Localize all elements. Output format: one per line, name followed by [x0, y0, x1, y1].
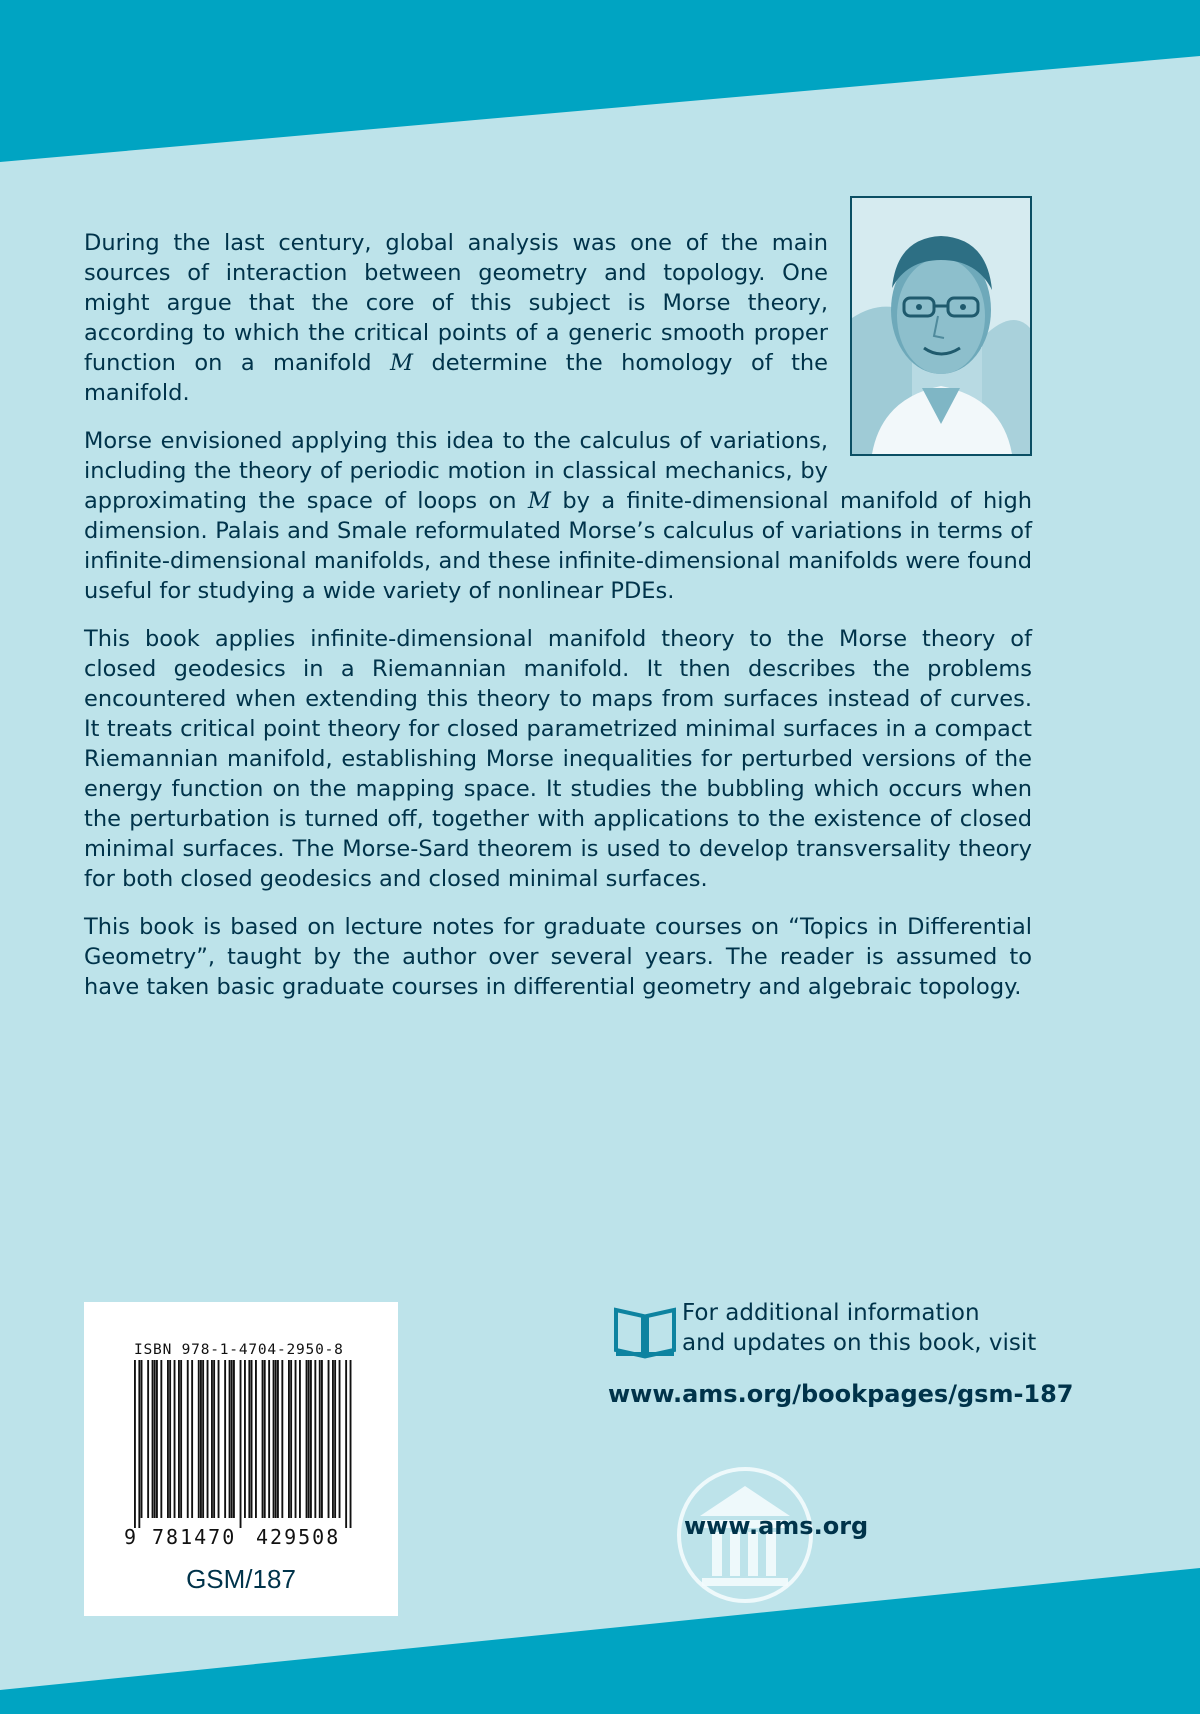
barcode-bar — [224, 1360, 226, 1518]
barcode-bar — [288, 1360, 290, 1518]
barcode-bar — [213, 1360, 215, 1518]
paragraph-4: This book is based on lecture notes for graduate courses on “Topics in Differential Geometry”, taught by the author over several years. The reader is assumed to have taken basic graduate courses in differential geometry and algebraic topology. — [84, 914, 1032, 1000]
math-symbol-m: M — [389, 350, 413, 376]
barcode-digits: 781470 — [152, 1525, 237, 1549]
series-code: GSM/187 — [186, 1564, 296, 1594]
barcode-bar — [332, 1360, 334, 1518]
barcode-bar — [134, 1360, 136, 1528]
barcode-bar — [273, 1360, 275, 1518]
barcode-bar — [233, 1360, 235, 1518]
barcode-bar — [290, 1360, 292, 1518]
publisher-url[interactable]: www.ams.org — [684, 1512, 869, 1540]
barcode-bar — [178, 1360, 180, 1518]
info-line-2: and updates on this book, visit — [682, 1330, 1037, 1356]
barcode-bar — [339, 1360, 341, 1518]
barcode-bar — [310, 1360, 312, 1518]
barcode-bar — [218, 1360, 220, 1518]
barcode-bar — [231, 1360, 233, 1518]
barcode-bar — [180, 1360, 182, 1518]
open-book-icon — [612, 1302, 678, 1362]
isbn-label: ISBN 978-1-4704-2950-8 — [134, 1342, 344, 1358]
math-symbol-m: M — [527, 488, 551, 514]
barcode-digits: 429508 — [256, 1525, 341, 1549]
author-portrait-icon — [852, 198, 1030, 454]
barcode-bar — [191, 1360, 193, 1518]
barcode-bar — [207, 1360, 209, 1518]
paragraph-2: Morse envisioned applying this idea to the calculus of variations, including the theory of periodic motion in classical mechanics, by approximating the space of loops on M by a finite-dimensional manifold of high dimension. Palais and Smale reformulated Morse’s calculus of variations in terms of infinite-dimensional manifolds, and these infinite-dimensional manifolds were found useful for studying a wide variety of nonlinear PDEs. — [84, 428, 1032, 604]
barcode-bar — [255, 1360, 257, 1518]
barcode-bar — [251, 1360, 253, 1518]
barcode-bar — [160, 1360, 162, 1518]
barcode-bar — [319, 1360, 321, 1518]
barcode-bar — [200, 1360, 202, 1518]
barcode-bar — [321, 1360, 323, 1518]
paragraph-1: During the last century, global analysis was one of the main sources of interaction between geometry and topology. One might argue that the core of this subject is Morse theory, according to which the critical points of a generic smooth proper function on a manifold M determine the homology of the manifold. — [84, 230, 828, 406]
barcode-bar — [156, 1360, 158, 1518]
barcode-bar — [277, 1360, 279, 1518]
barcode-bar — [174, 1360, 176, 1518]
barcode-bar — [281, 1360, 283, 1518]
barcode-bar — [138, 1360, 140, 1528]
bookpage-link[interactable]: www.ams.org/bookpages/gsm-187 — [608, 1380, 1074, 1408]
barcode-bar — [244, 1360, 246, 1518]
barcode-bar — [187, 1360, 189, 1518]
barcode-bar — [295, 1360, 297, 1518]
barcode-bar — [334, 1360, 336, 1518]
barcode-bar — [229, 1360, 231, 1518]
barcode-bar — [147, 1360, 149, 1518]
description-text — [84, 228, 1032, 1020]
barcode-bar — [169, 1360, 171, 1518]
barcode-bar — [328, 1360, 330, 1518]
barcode-bar — [202, 1360, 204, 1518]
barcode-bar — [275, 1360, 277, 1518]
barcode-bar — [262, 1360, 264, 1518]
barcode-bar — [198, 1360, 200, 1518]
barcode-bar — [345, 1360, 347, 1528]
barcode-bar — [308, 1360, 310, 1518]
barcode-bar — [152, 1360, 154, 1518]
barcode-bar — [264, 1360, 266, 1518]
author-photo — [850, 196, 1032, 456]
info-line-1: For additional information — [682, 1300, 980, 1326]
barcode-bar — [350, 1360, 352, 1528]
barcode-bar — [240, 1360, 242, 1528]
barcode-bar — [248, 1360, 250, 1518]
barcode-bar — [167, 1360, 169, 1518]
barcode-bar — [314, 1360, 316, 1518]
barcode-bar — [306, 1360, 308, 1518]
barcode — [124, 1360, 360, 1550]
info-text — [682, 1298, 1102, 1358]
barcode-digits: 9 — [124, 1525, 139, 1549]
paragraph-3: This book applies infinite-dimensional manifold theory to the Morse theory of closed geodesics in a Riemannian manifold. It then describes the problems encountered when extending this theory to maps from surfaces instead of curves. It treats critical point theory for closed parametrized minimal surfaces in a compact Riemannian manifold, establishing Morse inequalities for perturbed versions of the energy function on the mapping space. It studies the bubbling which occurs when the perturbation is turned off, together with applications to the existence of closed minimal surfaces. The Morse-Sard theorem is used to develop transversality theory for both closed geodesics and closed minimal surfaces. — [84, 626, 1032, 892]
barcode-bar — [154, 1360, 156, 1518]
barcode-box — [84, 1302, 398, 1616]
barcode-bar — [141, 1360, 143, 1518]
barcode-bar — [211, 1360, 213, 1518]
barcode-bar — [299, 1360, 301, 1518]
barcode-bar — [268, 1360, 270, 1518]
